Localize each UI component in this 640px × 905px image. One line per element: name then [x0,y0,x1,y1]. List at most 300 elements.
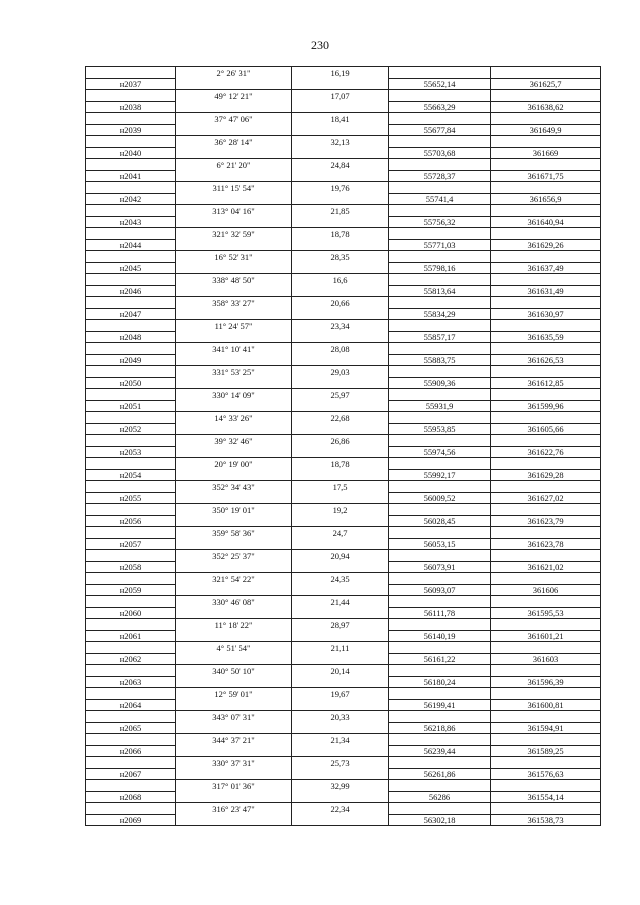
direction-angle: 352° 34' 43" [176,481,292,493]
y-coordinate [491,435,601,447]
point-name: н2051 [86,400,176,412]
x-coordinate [389,665,491,677]
direction-angle: 330° 37' 31" [176,757,292,769]
point-row [86,400,601,412]
point-name: н2058 [86,561,176,573]
point-row [86,147,601,159]
segment-length: 25,97 [292,389,389,401]
point-name [86,366,176,378]
point-name: н2039 [86,124,176,136]
coordinates-table [85,66,601,826]
direction-angle: 343° 07' 31" [176,711,292,723]
segment-row [86,573,601,585]
x-coordinate [389,113,491,125]
segment-row [86,780,601,792]
segment-row [86,412,601,424]
point-name [86,251,176,263]
x-coordinate: 56053,15 [389,538,491,550]
length-cell [292,722,389,734]
point-row [86,124,601,136]
y-coordinate [491,527,601,539]
point-name: н2040 [86,147,176,159]
y-coordinate [491,389,601,401]
x-coordinate: 55663,29 [389,101,491,113]
x-coordinate [389,596,491,608]
x-coordinate [389,412,491,424]
point-name: н2065 [86,722,176,734]
direction-angle: 338° 48' 50" [176,274,292,286]
angle-cell [176,170,292,182]
point-name [86,90,176,102]
x-coordinate [389,619,491,631]
point-name: н2066 [86,745,176,757]
point-row [86,676,601,688]
y-coordinate [491,619,601,631]
angle-cell [176,791,292,803]
y-coordinate [491,412,601,424]
y-coordinate: 361629,28 [491,469,601,481]
point-row [86,308,601,320]
segment-row [86,527,601,539]
y-coordinate [491,734,601,746]
point-name [86,504,176,516]
direction-angle: 6° 21' 20" [176,159,292,171]
point-row [86,515,601,527]
angle-cell [176,607,292,619]
x-coordinate [389,366,491,378]
x-coordinate [389,458,491,470]
point-name [86,665,176,677]
point-name [86,573,176,585]
length-cell [292,446,389,458]
angle-cell [176,147,292,159]
segment-length: 23,34 [292,320,389,332]
direction-angle: 16° 52' 31" [176,251,292,263]
x-coordinate: 55834,29 [389,308,491,320]
segment-row [86,366,601,378]
point-name: н2042 [86,193,176,205]
segment-row [86,182,601,194]
coordinates-table-container [85,66,600,826]
segment-row [86,596,601,608]
point-row [86,377,601,389]
point-row [86,216,601,228]
point-name: н2044 [86,239,176,251]
length-cell [292,285,389,297]
length-cell [292,308,389,320]
segment-length: 24,84 [292,159,389,171]
point-name [86,113,176,125]
point-name [86,481,176,493]
segment-length: 24,35 [292,573,389,585]
angle-cell [176,193,292,205]
segment-length: 17,5 [292,481,389,493]
x-coordinate: 56111,78 [389,607,491,619]
segment-row [86,481,601,493]
y-coordinate [491,182,601,194]
direction-angle: 341° 10' 41" [176,343,292,355]
x-coordinate: 55703,68 [389,147,491,159]
direction-angle: 321° 54' 22" [176,573,292,585]
y-coordinate: 361612,85 [491,377,601,389]
point-row [86,239,601,251]
direction-angle: 330° 14' 09" [176,389,292,401]
y-coordinate [491,481,601,493]
y-coordinate: 361638,62 [491,101,601,113]
y-coordinate: 361671,75 [491,170,601,182]
direction-angle: 330° 46' 08" [176,596,292,608]
x-coordinate: 56199,41 [389,699,491,711]
x-coordinate: 55677,84 [389,124,491,136]
y-coordinate [491,757,601,769]
x-coordinate: 56028,45 [389,515,491,527]
direction-angle: 36° 28' 14" [176,136,292,148]
x-coordinate [389,504,491,516]
x-coordinate [389,573,491,585]
direction-angle: 358° 33' 27" [176,297,292,309]
x-coordinate [389,228,491,240]
segment-row [86,665,601,677]
angle-cell [176,124,292,136]
angle-cell [176,722,292,734]
point-name: н2037 [86,78,176,90]
point-row [86,745,601,757]
angle-cell [176,768,292,780]
y-coordinate [491,136,601,148]
y-coordinate: 361605,66 [491,423,601,435]
point-row [86,331,601,343]
x-coordinate [389,136,491,148]
y-coordinate: 361625,7 [491,78,601,90]
point-name [86,136,176,148]
direction-angle: 350° 19' 01" [176,504,292,516]
point-name: н2063 [86,676,176,688]
segment-length: 28,08 [292,343,389,355]
segment-length: 19,67 [292,688,389,700]
segment-row [86,389,601,401]
x-coordinate: 55756,32 [389,216,491,228]
direction-angle: 359° 58' 36" [176,527,292,539]
angle-cell [176,469,292,481]
x-coordinate [389,205,491,217]
y-coordinate: 361606 [491,584,601,596]
x-coordinate: 55931,9 [389,400,491,412]
direction-angle: 313° 04' 16" [176,205,292,217]
length-cell [292,400,389,412]
x-coordinate: 55813,64 [389,285,491,297]
angle-cell [176,515,292,527]
x-coordinate [389,711,491,723]
point-name [86,67,176,79]
segment-length: 21,44 [292,596,389,608]
segment-row [86,228,601,240]
angle-cell [176,400,292,412]
angle-cell [176,331,292,343]
y-coordinate [491,596,601,608]
length-cell [292,239,389,251]
segment-row [86,435,601,447]
point-row [86,607,601,619]
x-coordinate: 56161,22 [389,653,491,665]
segment-row [86,343,601,355]
angle-cell [176,745,292,757]
point-row [86,170,601,182]
angle-cell [176,262,292,274]
y-coordinate: 361656,9 [491,193,601,205]
point-name: н2038 [86,101,176,113]
y-coordinate [491,297,601,309]
point-name: н2062 [86,653,176,665]
point-name [86,757,176,769]
x-coordinate: 56073,91 [389,561,491,573]
segment-row [86,113,601,125]
angle-cell [176,354,292,366]
point-row [86,469,601,481]
point-name [86,159,176,171]
segment-length: 25,73 [292,757,389,769]
point-row [86,722,601,734]
length-cell [292,354,389,366]
angle-cell [176,538,292,550]
angle-cell [176,814,292,826]
y-coordinate [491,573,601,585]
y-coordinate [491,274,601,286]
segment-length: 20,94 [292,550,389,562]
point-row [86,492,601,504]
direction-angle: 39° 32' 46" [176,435,292,447]
point-name: н2061 [86,630,176,642]
point-row [86,354,601,366]
y-coordinate: 361669 [491,147,601,159]
point-name [86,182,176,194]
x-coordinate: 56218,86 [389,722,491,734]
y-coordinate [491,205,601,217]
segment-length: 20,66 [292,297,389,309]
point-name: н2052 [86,423,176,435]
point-name [86,619,176,631]
segment-length: 22,34 [292,803,389,815]
point-name [86,389,176,401]
y-coordinate [491,550,601,562]
x-coordinate [389,90,491,102]
y-coordinate [491,504,601,516]
y-coordinate [491,803,601,815]
point-name [86,343,176,355]
y-coordinate: 361600,81 [491,699,601,711]
y-coordinate: 361599,96 [491,400,601,412]
length-cell [292,791,389,803]
x-coordinate: 55857,17 [389,331,491,343]
point-row [86,584,601,596]
segment-length: 18,78 [292,228,389,240]
segment-row [86,458,601,470]
point-row [86,423,601,435]
direction-angle: 11° 18' 22" [176,619,292,631]
length-cell [292,653,389,665]
angle-cell [176,584,292,596]
y-coordinate [491,159,601,171]
point-row [86,262,601,274]
direction-angle: 344° 37' 21" [176,734,292,746]
y-coordinate [491,67,601,79]
segment-row [86,757,601,769]
segment-row [86,734,601,746]
angle-cell [176,630,292,642]
y-coordinate [491,458,601,470]
y-coordinate: 361595,53 [491,607,601,619]
x-coordinate: 55974,56 [389,446,491,458]
direction-angle: 321° 32' 59" [176,228,292,240]
x-coordinate [389,550,491,562]
segment-length: 32,99 [292,780,389,792]
point-name: н2064 [86,699,176,711]
segment-length: 28,97 [292,619,389,631]
point-name [86,274,176,286]
y-coordinate [491,642,601,654]
length-cell [292,101,389,113]
segment-length: 21,11 [292,642,389,654]
point-name [86,596,176,608]
direction-angle: 2° 26' 31" [176,67,292,79]
y-coordinate: 361635,59 [491,331,601,343]
point-name: н2068 [86,791,176,803]
y-coordinate: 361596,39 [491,676,601,688]
point-name: н2060 [86,607,176,619]
angle-cell [176,101,292,113]
segment-row [86,67,601,79]
point-row [86,446,601,458]
y-coordinate [491,665,601,677]
direction-angle: 311° 15' 54" [176,182,292,194]
length-cell [292,699,389,711]
segment-row [86,320,601,332]
x-coordinate [389,481,491,493]
y-coordinate: 361649,9 [491,124,601,136]
y-coordinate: 361640,94 [491,216,601,228]
y-coordinate: 361601,21 [491,630,601,642]
segment-row [86,504,601,516]
x-coordinate [389,297,491,309]
angle-cell [176,492,292,504]
point-name: н2056 [86,515,176,527]
point-name: н2057 [86,538,176,550]
length-cell [292,814,389,826]
length-cell [292,538,389,550]
segment-length: 18,41 [292,113,389,125]
angle-cell [176,446,292,458]
y-coordinate: 361594,91 [491,722,601,734]
y-coordinate [491,90,601,102]
x-coordinate [389,182,491,194]
x-coordinate: 56286 [389,791,491,803]
length-cell [292,676,389,688]
x-coordinate: 56239,44 [389,745,491,757]
length-cell [292,607,389,619]
point-name [86,297,176,309]
x-coordinate: 55652,14 [389,78,491,90]
y-coordinate [491,366,601,378]
segment-length: 21,85 [292,205,389,217]
x-coordinate: 55992,17 [389,469,491,481]
direction-angle: 11° 24' 57" [176,320,292,332]
point-name: н2047 [86,308,176,320]
x-coordinate: 55728,37 [389,170,491,182]
point-name [86,458,176,470]
segment-row [86,550,601,562]
point-name [86,642,176,654]
direction-angle: 49° 12' 21" [176,90,292,102]
point-name: н2046 [86,285,176,297]
direction-angle: 14° 33' 26" [176,412,292,424]
point-name [86,688,176,700]
segment-length: 22,68 [292,412,389,424]
x-coordinate: 55953,85 [389,423,491,435]
x-coordinate: 56180,24 [389,676,491,688]
point-row [86,653,601,665]
segment-row [86,136,601,148]
direction-angle: 331° 53' 25" [176,366,292,378]
x-coordinate [389,688,491,700]
y-coordinate: 361630,97 [491,308,601,320]
point-name [86,412,176,424]
angle-cell [176,676,292,688]
segment-row [86,297,601,309]
point-name: н2055 [86,492,176,504]
x-coordinate: 55798,16 [389,262,491,274]
point-row [86,791,601,803]
x-coordinate: 55771,03 [389,239,491,251]
y-coordinate [491,688,601,700]
angle-cell [176,423,292,435]
length-cell [292,630,389,642]
y-coordinate: 361538,73 [491,814,601,826]
point-row [86,101,601,113]
point-name [86,228,176,240]
segment-length: 19,76 [292,182,389,194]
segment-length: 17,07 [292,90,389,102]
x-coordinate [389,251,491,263]
direction-angle: 4° 51' 54" [176,642,292,654]
x-coordinate: 55909,36 [389,377,491,389]
length-cell [292,492,389,504]
segment-length: 20,33 [292,711,389,723]
segment-length: 16,19 [292,67,389,79]
x-coordinate: 56093,07 [389,584,491,596]
segment-row [86,90,601,102]
direction-angle: 20° 19' 00" [176,458,292,470]
x-coordinate: 55883,75 [389,354,491,366]
angle-cell [176,216,292,228]
x-coordinate [389,803,491,815]
x-coordinate [389,320,491,332]
point-name [86,527,176,539]
x-coordinate [389,757,491,769]
length-cell [292,147,389,159]
point-row [86,814,601,826]
x-coordinate [389,734,491,746]
point-name [86,780,176,792]
y-coordinate [491,780,601,792]
point-name: н2041 [86,170,176,182]
direction-angle: 12° 59' 01" [176,688,292,700]
point-name: н2054 [86,469,176,481]
angle-cell [176,239,292,251]
length-cell [292,262,389,274]
y-coordinate: 361603 [491,653,601,665]
segment-length: 19,2 [292,504,389,516]
segment-row [86,642,601,654]
length-cell [292,216,389,228]
